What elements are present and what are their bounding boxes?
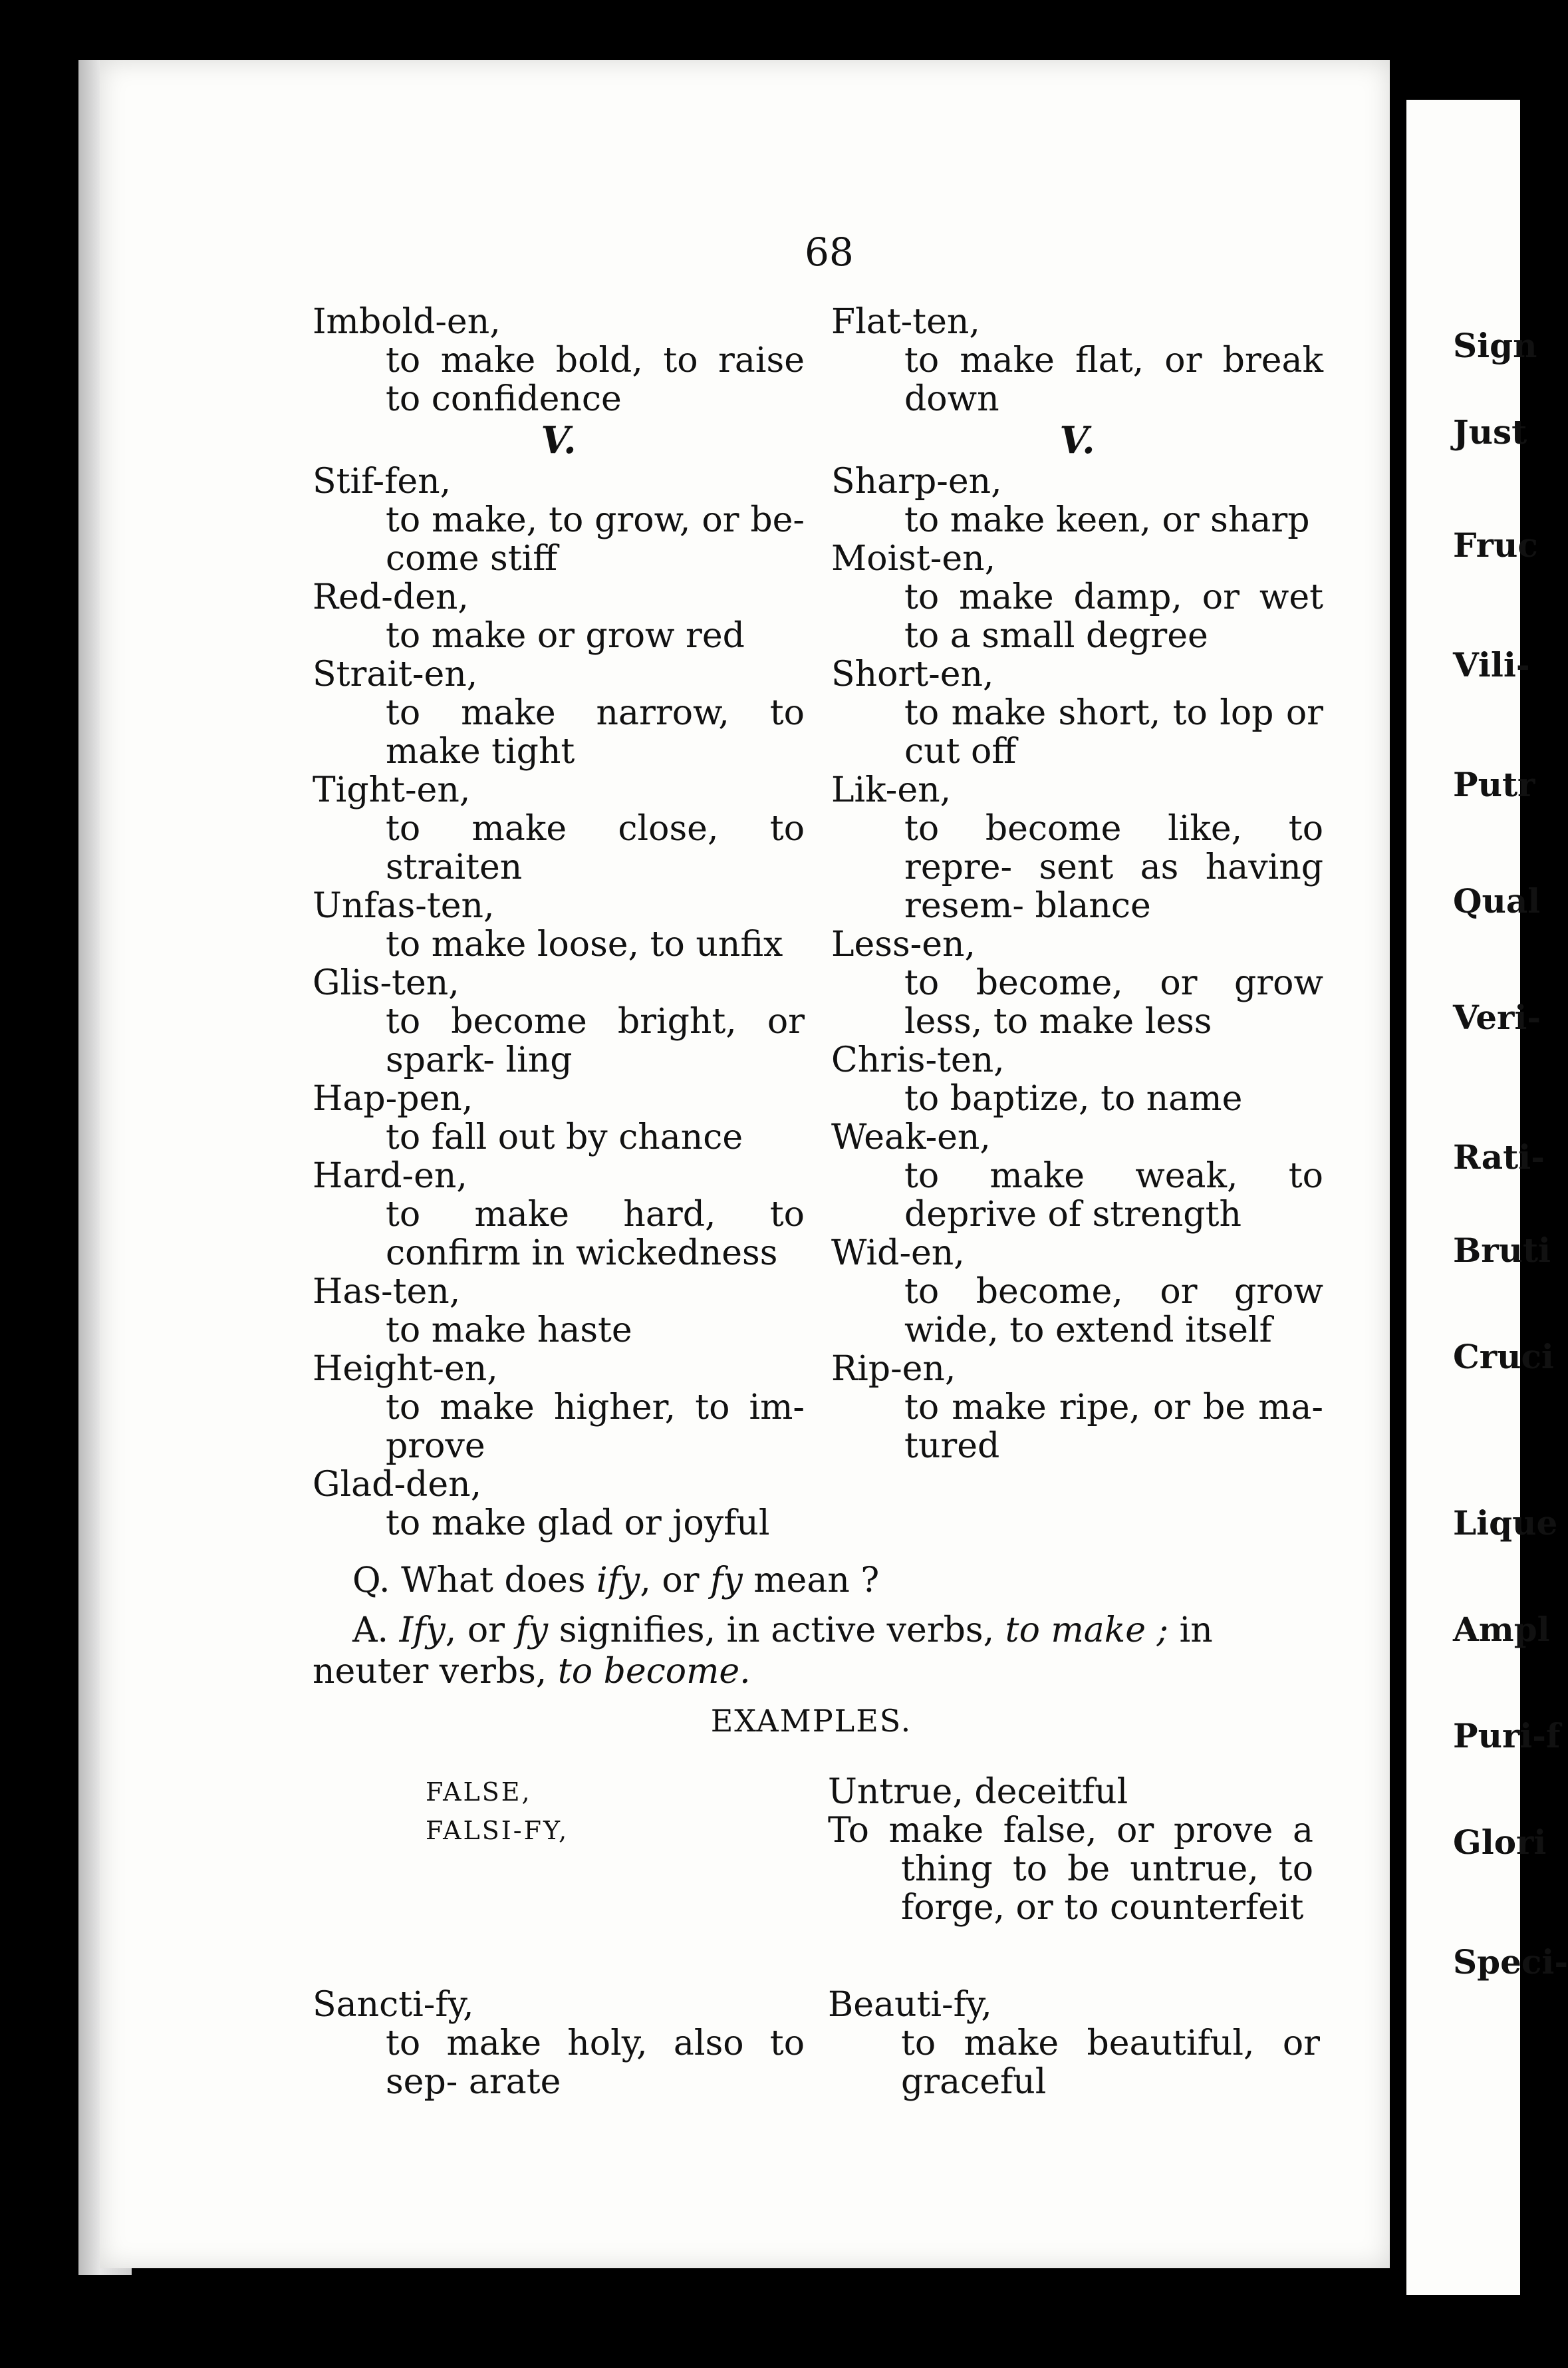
dictionary-entry [831,925,1323,1041]
q-term-2: fy [710,1560,743,1600]
headword: Stif-fen, [313,462,452,502]
definition: to make close, to straiten [386,809,805,887]
fragment: Ampl [1453,1610,1550,1649]
definition: to make weak, to deprive of strength [904,1156,1323,1235]
dictionary-entry [831,303,1323,418]
fragment: Glori [1453,1823,1547,1862]
headword: Glis-ten, [313,963,459,1003]
examples-heading: EXAMPLES. [710,1703,912,1739]
example-word: FALSI-FY, [426,1816,569,1845]
fragment: Qual [1453,881,1541,921]
headword: Sancti-fy, [313,1985,474,2025]
definition: to make hard, to confirm in wickedness [386,1195,805,1273]
definition: to make keen, or sharp [904,500,1310,540]
dictionary-entry [831,1350,1323,1465]
headword: Weak-en, [831,1117,991,1157]
headword: Hard-en, [313,1156,467,1196]
fragment: Lique [1453,1503,1558,1543]
headword: Less-en, [831,925,976,964]
adjacent-page-fragment [1406,100,1568,2295]
fragment: Cruci [1453,1337,1554,1376]
dictionary-entry [313,578,805,655]
example-word: FALSE, [426,1777,532,1807]
definition: to make higher, to im- prove [386,1388,805,1466]
q-prefix: Q. What does [352,1560,597,1600]
definition: to baptize, to name [904,1079,1243,1119]
fragment: Fruc [1453,525,1538,565]
definition: to make, to grow, or be- come stiff [386,500,805,579]
example-def: To make false, or prove a thing to be untrue, to forge, or to counterfeit [828,1811,1313,1928]
headword: Beauti-fy, [828,1985,992,2025]
definition: to make glad or joyful [386,1503,770,1543]
definition: to make short, to lop or cut off [904,693,1323,772]
fragment: Putr [1453,765,1535,804]
a-term-4: to become. [557,1652,751,1692]
definition: to make damp, or wet to a small degree [904,577,1323,656]
dictionary-entry [313,303,805,418]
headword: Wid-en, [831,1233,965,1273]
a-term-2: fy [515,1610,549,1650]
a-term-3: to make ; [1005,1610,1169,1650]
dictionary-entry [313,964,805,1080]
headword: Strait-en, [313,655,478,694]
headword: Hap-pen, [313,1079,473,1119]
headword: Red-den, [313,577,469,617]
dictionary-entry [313,771,805,887]
q-suffix: mean ? [742,1560,880,1600]
headword: Sharp-en, [831,462,1002,502]
headword: Short-en, [831,655,994,694]
headword: Tight-en, [313,770,471,810]
fragment: Veri- [1453,998,1541,1037]
fragment: Sign [1453,326,1537,365]
definition: to make flat, or break down [904,341,1323,419]
definition: to make holy, also to sep- arate [386,2023,805,2102]
definition: to make ripe, or be ma- tured [904,1388,1323,1466]
headword: Flat-ten, [831,302,980,342]
right-column [831,303,1323,1465]
a-text-2: in neuter verbs, [313,1610,1213,1692]
q-term-1: ify [596,1560,640,1600]
question [313,1560,1310,1601]
left-column [313,303,805,1543]
dictionary-entry [831,771,1323,925]
headword: Moist-en, [831,539,996,579]
dictionary-entry [831,1041,1323,1118]
headword: Glad-den, [313,1465,482,1505]
answer [313,1610,1310,1692]
dictionary-entry [313,1272,805,1350]
entry-sanctify [313,1986,805,2101]
example-definitions [828,1773,1313,1927]
definition: to become bright, or spark- ling [386,1002,805,1080]
fragment: Speci- [1453,1942,1568,1982]
dictionary-entry [313,887,805,964]
section-heading: V. [1059,418,1095,462]
dictionary-entry [831,1234,1323,1350]
definition: to make loose, to unfix [386,925,783,964]
fragment: Vili- [1453,645,1530,684]
headword: Unfas-ten, [313,886,495,926]
dictionary-entry [313,655,805,771]
fragment: Bruti [1453,1231,1551,1270]
definition: to become, or grow wide, to extend itself [904,1272,1323,1350]
dictionary-entry [831,1118,1323,1234]
dictionary-entry [831,655,1323,771]
dictionary-entry [831,539,1323,655]
definition: to fall out by chance [386,1117,743,1157]
dictionary-entry [831,462,1323,539]
example-def: Untrue, deceitful [828,1772,1128,1812]
a-prefix: A. [352,1610,400,1650]
definition: to become like, to repre- sent as having resem- blance [904,809,1323,926]
entry-beautify [828,1986,1320,2101]
example-words [426,1773,569,1850]
dictionary-entry [313,1080,805,1157]
a-mid: , or [445,1610,516,1650]
definition: to make narrow, to make tight [386,693,805,772]
headword: Chris-ten, [831,1040,1005,1080]
q-mid: , or [640,1560,711,1600]
definition: to make bold, to raise to confidence [386,341,805,419]
definition: to make or grow red [386,616,745,656]
headword: Imbold-en, [313,302,501,342]
headword: Height-en, [313,1349,498,1389]
fragment: Puri-f [1453,1716,1561,1755]
dictionary-entry [313,1465,805,1543]
page-number: 68 [805,229,854,275]
section-heading: V. [541,418,577,462]
fragment: Just [1453,412,1527,452]
headword: Rip-en, [831,1349,956,1389]
headword: Lik-en, [831,770,952,810]
a-text: signifies, in active verbs, [548,1610,1005,1650]
definition: to make beautiful, or graceful [901,2023,1320,2102]
dictionary-entry [313,1350,805,1465]
definition: to make haste [386,1310,632,1350]
dictionary-entry [313,462,805,578]
definition: to become, or grow less, to make less [904,963,1323,1042]
dictionary-entry [313,1157,805,1272]
a-term-1: Ify [399,1610,446,1650]
headword: Has-ten, [313,1272,461,1312]
fragment: Rati- [1453,1137,1545,1177]
